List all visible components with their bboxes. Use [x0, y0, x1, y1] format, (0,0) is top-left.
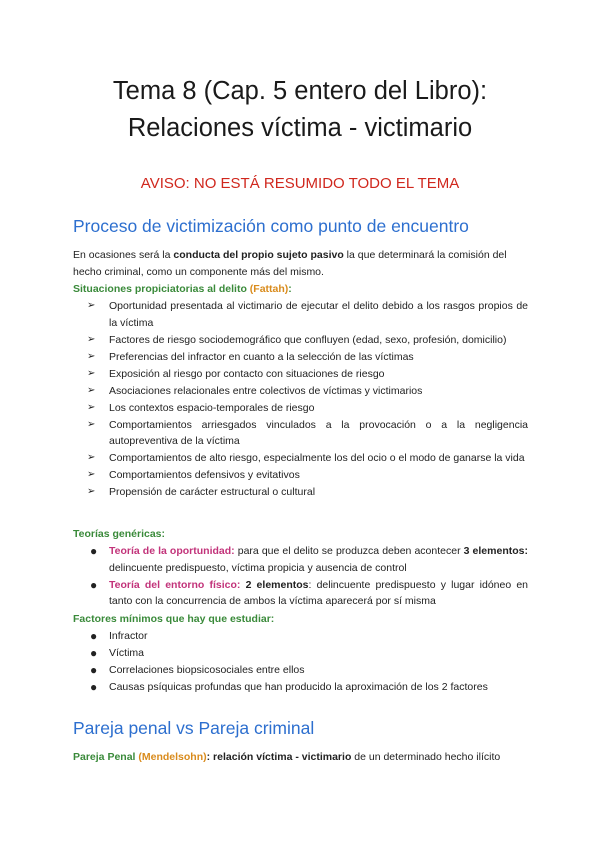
- section-heading-victimizacion: Proceso de victimización como punto de encuentro: [73, 216, 469, 236]
- list-item-text: Factores de riesgo sociodemográfico que confluyen (edad, sexo, profesión, domicilio): [109, 333, 507, 346]
- list-item-text: Preferencias del infractor en cuanto a la selección de las víctimas: [109, 350, 414, 363]
- list-item: [73, 383, 528, 400]
- list-item-text: Oportunidad presentada al victimario de ejecutar el delito debido a los rasgos propios de la víctima: [109, 300, 528, 329]
- pareja-penal-colon: :: [206, 751, 214, 763]
- list-item: [73, 628, 528, 645]
- teorias-label: [73, 526, 528, 543]
- list-item: [73, 577, 528, 610]
- list-item: [73, 467, 528, 484]
- list-item-text: Correlaciones biopsicosociales entre ellos: [109, 664, 305, 676]
- list-item-text: Comportamientos arriesgados vinculados a la provocación o a la negligencia autopreventiva de la víctima: [109, 418, 528, 447]
- arrow-bullet-icon: ➢: [87, 452, 96, 463]
- list-item: [73, 450, 528, 467]
- list-item: [73, 679, 528, 696]
- teorias-label-text: Teorías genéricas:: [73, 528, 166, 540]
- title-line-1: Tema 8 (Cap. 5 entero del Libro):: [112, 77, 488, 105]
- bullet-icon: ●: [90, 544, 98, 558]
- bullet-icon: ●: [90, 663, 98, 677]
- list-item: [73, 662, 528, 679]
- theory-text: para que el delito se produzca deben acontecer: [234, 545, 464, 557]
- pareja-penal-text: de un determinado hecho ilícito: [351, 751, 501, 763]
- intro-bold-text: conducta del propio sujeto pasivo: [173, 249, 344, 261]
- arrow-bullet-icon: ➢: [87, 384, 96, 396]
- theory-name: Teoría de la oportunidad:: [109, 545, 235, 557]
- list-item-text: Comportamientos defensivos y evitativos: [109, 469, 300, 481]
- teorias-list: [73, 543, 528, 610]
- arrow-bullet-icon: ➢: [87, 367, 96, 379]
- situaciones-label-text: Situaciones propiciatorias al delito: [73, 283, 250, 295]
- page-title: [20, 73, 580, 147]
- list-item: [73, 417, 528, 450]
- situaciones-label: [73, 281, 528, 298]
- situaciones-list: [73, 298, 528, 501]
- theory-bold: 2 elementos: [245, 578, 309, 591]
- list-item-text: Causas psíquicas profundas que han producido la aproximación de los 2 factores: [109, 681, 488, 693]
- factores-label: [73, 611, 528, 628]
- list-item: [73, 349, 528, 366]
- list-item: [73, 332, 528, 349]
- arrow-bullet-icon: ➢: [87, 469, 96, 480]
- list-item: [73, 366, 528, 383]
- list-item: [73, 543, 528, 576]
- warning-notice: AVISO: NO ESTÁ RESUMIDO TODO EL TEMA: [140, 175, 460, 192]
- section-heading-pareja: Pareja penal vs Pareja criminal: [73, 718, 315, 738]
- list-item-text: Asociaciones relacionales entre colectivos de víctimas y victimarios: [109, 384, 423, 397]
- arrow-bullet-icon: ➢: [87, 401, 96, 413]
- pareja-penal-author: (Mendelsohn): [138, 751, 207, 763]
- list-item-text: Comportamientos de alto riesgo, especialmente los del ocio o el modo de ganarse la vida: [109, 452, 525, 464]
- theory-name: Teoría del entorno físico:: [109, 578, 241, 591]
- list-item: [73, 400, 528, 417]
- list-item: [73, 484, 528, 501]
- list-item: [73, 298, 528, 331]
- situaciones-author: (Fattah): [249, 283, 289, 295]
- factores-label-text: Factores mínimos que hay que estudiar:: [73, 613, 275, 625]
- bullet-icon: ●: [90, 577, 98, 592]
- factores-list: [73, 628, 528, 696]
- arrow-bullet-icon: ➢: [87, 333, 96, 345]
- intro-text-start: En ocasiones será la: [73, 249, 174, 261]
- bullet-icon: ●: [90, 680, 98, 694]
- theory-bold: 3 elementos:: [463, 545, 528, 557]
- bullet-icon: ●: [90, 646, 98, 660]
- list-item-text: Víctima: [109, 647, 145, 659]
- list-item: [73, 645, 528, 662]
- arrow-bullet-icon: ➢: [87, 486, 96, 497]
- list-item-text: Los contextos espacio-temporales de riesgo: [109, 401, 315, 414]
- arrow-bullet-icon: ➢: [87, 300, 96, 311]
- pareja-penal-bold: relación víctima - victimario: [213, 751, 352, 763]
- title-line-2: Relaciones víctima - victimario: [127, 114, 473, 142]
- arrow-bullet-icon: ➢: [87, 418, 96, 430]
- theory-text-end: delincuente predispuesto, víctima propicia y ausencia de control: [109, 561, 407, 574]
- intro-text-end: la que determinará la comisión del hecho criminal, como un componente más del mismo.: [73, 249, 507, 278]
- theory-text-end: : delincuente predispuesto y lugar idóneo en tanto con la concurrencia de ambos la víctima aparecerá por sí misma: [109, 578, 529, 607]
- list-item-text: Infractor: [109, 630, 148, 642]
- intro-paragraph: [73, 247, 528, 280]
- arrow-bullet-icon: ➢: [87, 350, 96, 362]
- situaciones-colon: :: [288, 283, 292, 295]
- list-item-text: Propensión de carácter estructural o cultural: [109, 486, 316, 498]
- pareja-penal-line: [73, 749, 528, 766]
- pareja-penal-label: Pareja Penal: [73, 751, 139, 763]
- bullet-icon: ●: [90, 629, 98, 643]
- list-item-text: Exposición al riesgo por contacto con situaciones de riesgo: [109, 367, 385, 380]
